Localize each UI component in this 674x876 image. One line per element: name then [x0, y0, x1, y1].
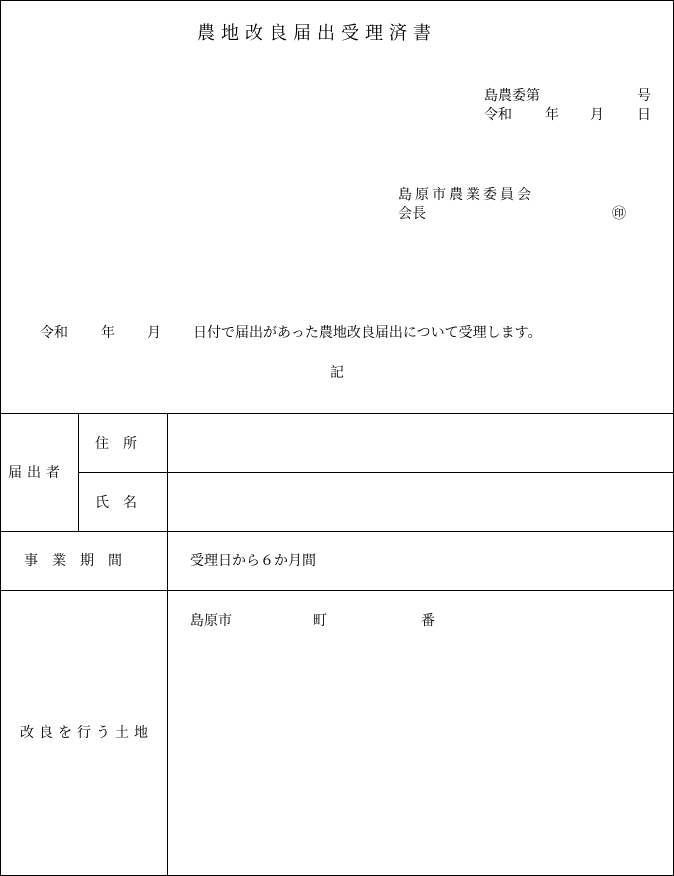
period-value: 受理日から６か月間 — [190, 553, 316, 569]
notifier-column-divider — [78, 413, 79, 531]
notifier-period-divider — [0, 531, 674, 532]
notifier-label: 届出者 — [8, 465, 65, 481]
issuer-title: 会長 — [398, 206, 426, 222]
ki-label: 記 — [330, 365, 344, 381]
issue-date-month: 月 — [590, 107, 604, 123]
body-text: 日付で届出があった農地改良届出について受理します。 — [193, 325, 542, 341]
issuer-organization: 島原市農業委員会 — [398, 187, 534, 203]
seal-mark: ㊞ — [612, 206, 626, 222]
issue-date-era: 令和 — [484, 107, 512, 123]
body-month: 月 — [147, 325, 161, 341]
period-label: 事 業 期 間 — [24, 553, 122, 569]
land-city: 島原市 — [190, 613, 232, 629]
document-number-suffix: 号 — [637, 88, 651, 104]
name-label: 氏 名 — [95, 495, 137, 511]
body-era: 令和 — [40, 325, 68, 341]
land-banchi: 番 — [421, 613, 435, 629]
issue-date-day: 日 — [637, 107, 651, 123]
body-year: 年 — [101, 325, 115, 341]
document-title: 農地改良届出受理済書 — [197, 23, 437, 44]
land-town: 町 — [313, 613, 327, 629]
address-label: 住 所 — [95, 436, 137, 452]
land-label: 改良を行う土地 — [20, 725, 153, 741]
document-number-prefix: 島農委第 — [484, 88, 540, 104]
address-name-divider — [79, 472, 674, 473]
period-land-divider — [0, 590, 674, 591]
issue-date-year: 年 — [545, 107, 559, 123]
table-top-border — [0, 413, 674, 414]
label-column-divider — [167, 413, 168, 876]
